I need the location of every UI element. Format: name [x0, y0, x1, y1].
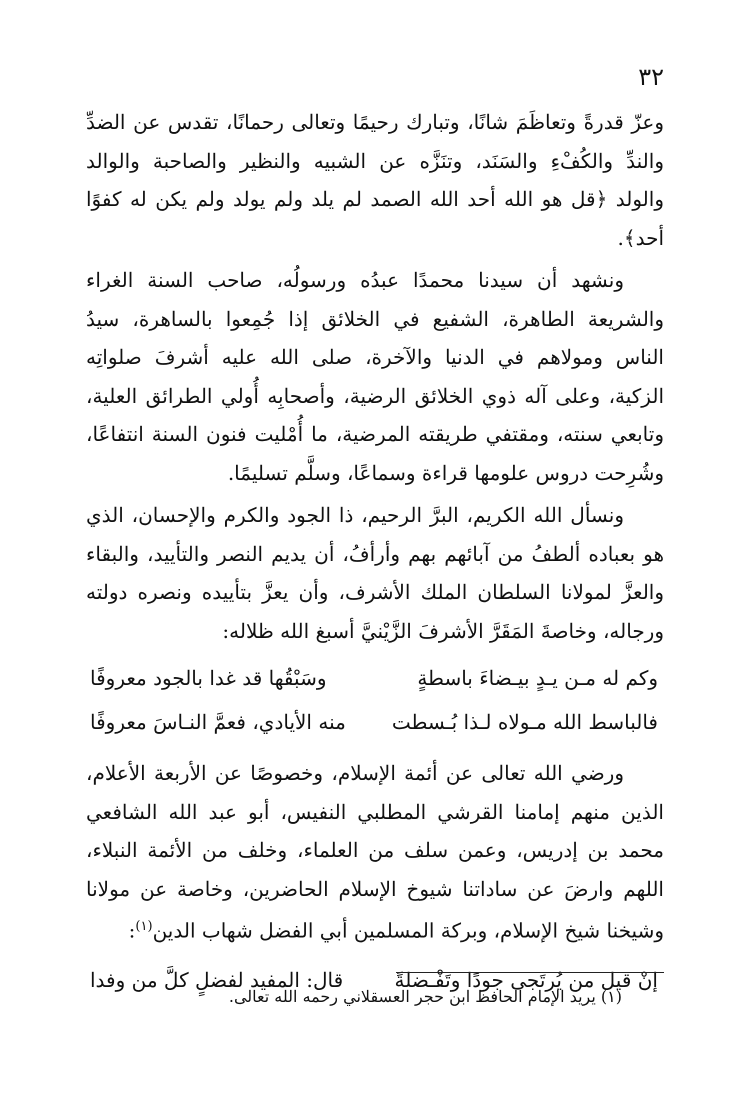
poem-verses	[86, 656, 664, 744]
verse-second-hemistich: منه الأيادي، فعمَّ النـاسَ معروفًا	[90, 710, 346, 734]
footnote: (١) يريد الإمام الحافظ ابن حجر العسقلاني رحمه الله تعالى.	[228, 987, 622, 1006]
verse-line	[86, 700, 664, 744]
verse-first-hemistich: فالباسط الله مـولاه لـذا بُـسطت	[391, 710, 658, 734]
paragraph-imams	[86, 754, 664, 950]
verse-second-hemistich: وسَبْقُها قد غدا بالجود معروفًا	[90, 666, 327, 690]
paragraph-imams-end: :	[128, 918, 136, 943]
verse-first-hemistich: إنْ قيل من يُرتَجى جودًا وتَفْـضلةً	[394, 968, 658, 993]
footnote-reference[interactable]: (١)	[135, 919, 153, 934]
paragraph-supplication: ونسأل الله الكريم، البرَّ الرحيم، ذا الجود والكرم والإحسان، الذي هو بعباده ألطفُ من آبائهم بهم وأرأفُ، أن يديم النصر والتأييد، والبقاء والعزَّ لمولانا السلطان الملك الأشرف، وأن يعزَّ بتأييده ونصره دولته ورجاله، وخاصةَ المَقَرَّ الأشرفَ الزَّيْنيَّ أسبغ الله ظلاله:	[86, 503, 664, 643]
paragraph-praise: وعزّ قدرةً وتعاظَمَ شانًا، وتبارك رحيمًا وتعالى رحمانًا، تقدس عن الضدِّ والندِّ والكُفْءِ والسَنَد، وتنَزَّه عن الشبيه والنظير والصاحبة والوالد والولد ﴿قل هو الله أحد الله الصمد لم يلد ولم يولد ولم يكن له كفوًا أحد﴾.	[86, 110, 664, 250]
page-number: ٣٢	[638, 63, 664, 91]
verse-first-hemistich: وكم له مـن يـدٍ بيـضاءَ باسطةٍ	[417, 666, 658, 690]
paragraph-imams-text: ورضي الله تعالى عن أئمة الإسلام، وخصوصًا عن الأربعة الأعلام، الذين منهم إمامنا القرشي المطلبي النفيس، أبو عبد الله الشافعي محمد بن إدريس، وعمن سلف من العلماء، وخلف من الأئمة النبلاء، اللهم وارضَ عن ساداتنا شيوخ الإسلام الحاضرين، وخاصة عن مولانا وشيخنا شيخ الإسلام، وبركة المسلمين أبي الفضل شهاب الدين	[86, 761, 664, 943]
verse-line	[86, 656, 664, 700]
verse-second-hemistich: قال: المفيد لفضلٍ كلَّ من وفدا	[90, 968, 344, 993]
footnote-separator	[396, 972, 664, 973]
main-text	[86, 103, 664, 1002]
paragraph-testimony: ونشهد أن سيدنا محمدًا عبدُه ورسولُه، صاحب السنة الغراء والشريعة الطاهرة، الشفيع في الخلائق إذا جُمِعوا بالساهرة، سيدُ الناس ومولاهم في الدنيا والآخرة، صلى الله عليه أشرفَ صلواتِه الزكية، وعلى آله ذوي الخلائق الرضية، وأصحابِه أُولي الطرائق العلية، وتابعي سنته، ومقتفي طريقته المرضية، ما أُمْليت فنون السنة انتفاعًا، وشُرِحت دروس علومها قراءة وسماعًا، وسلَّم تسليمًا.	[86, 268, 664, 485]
